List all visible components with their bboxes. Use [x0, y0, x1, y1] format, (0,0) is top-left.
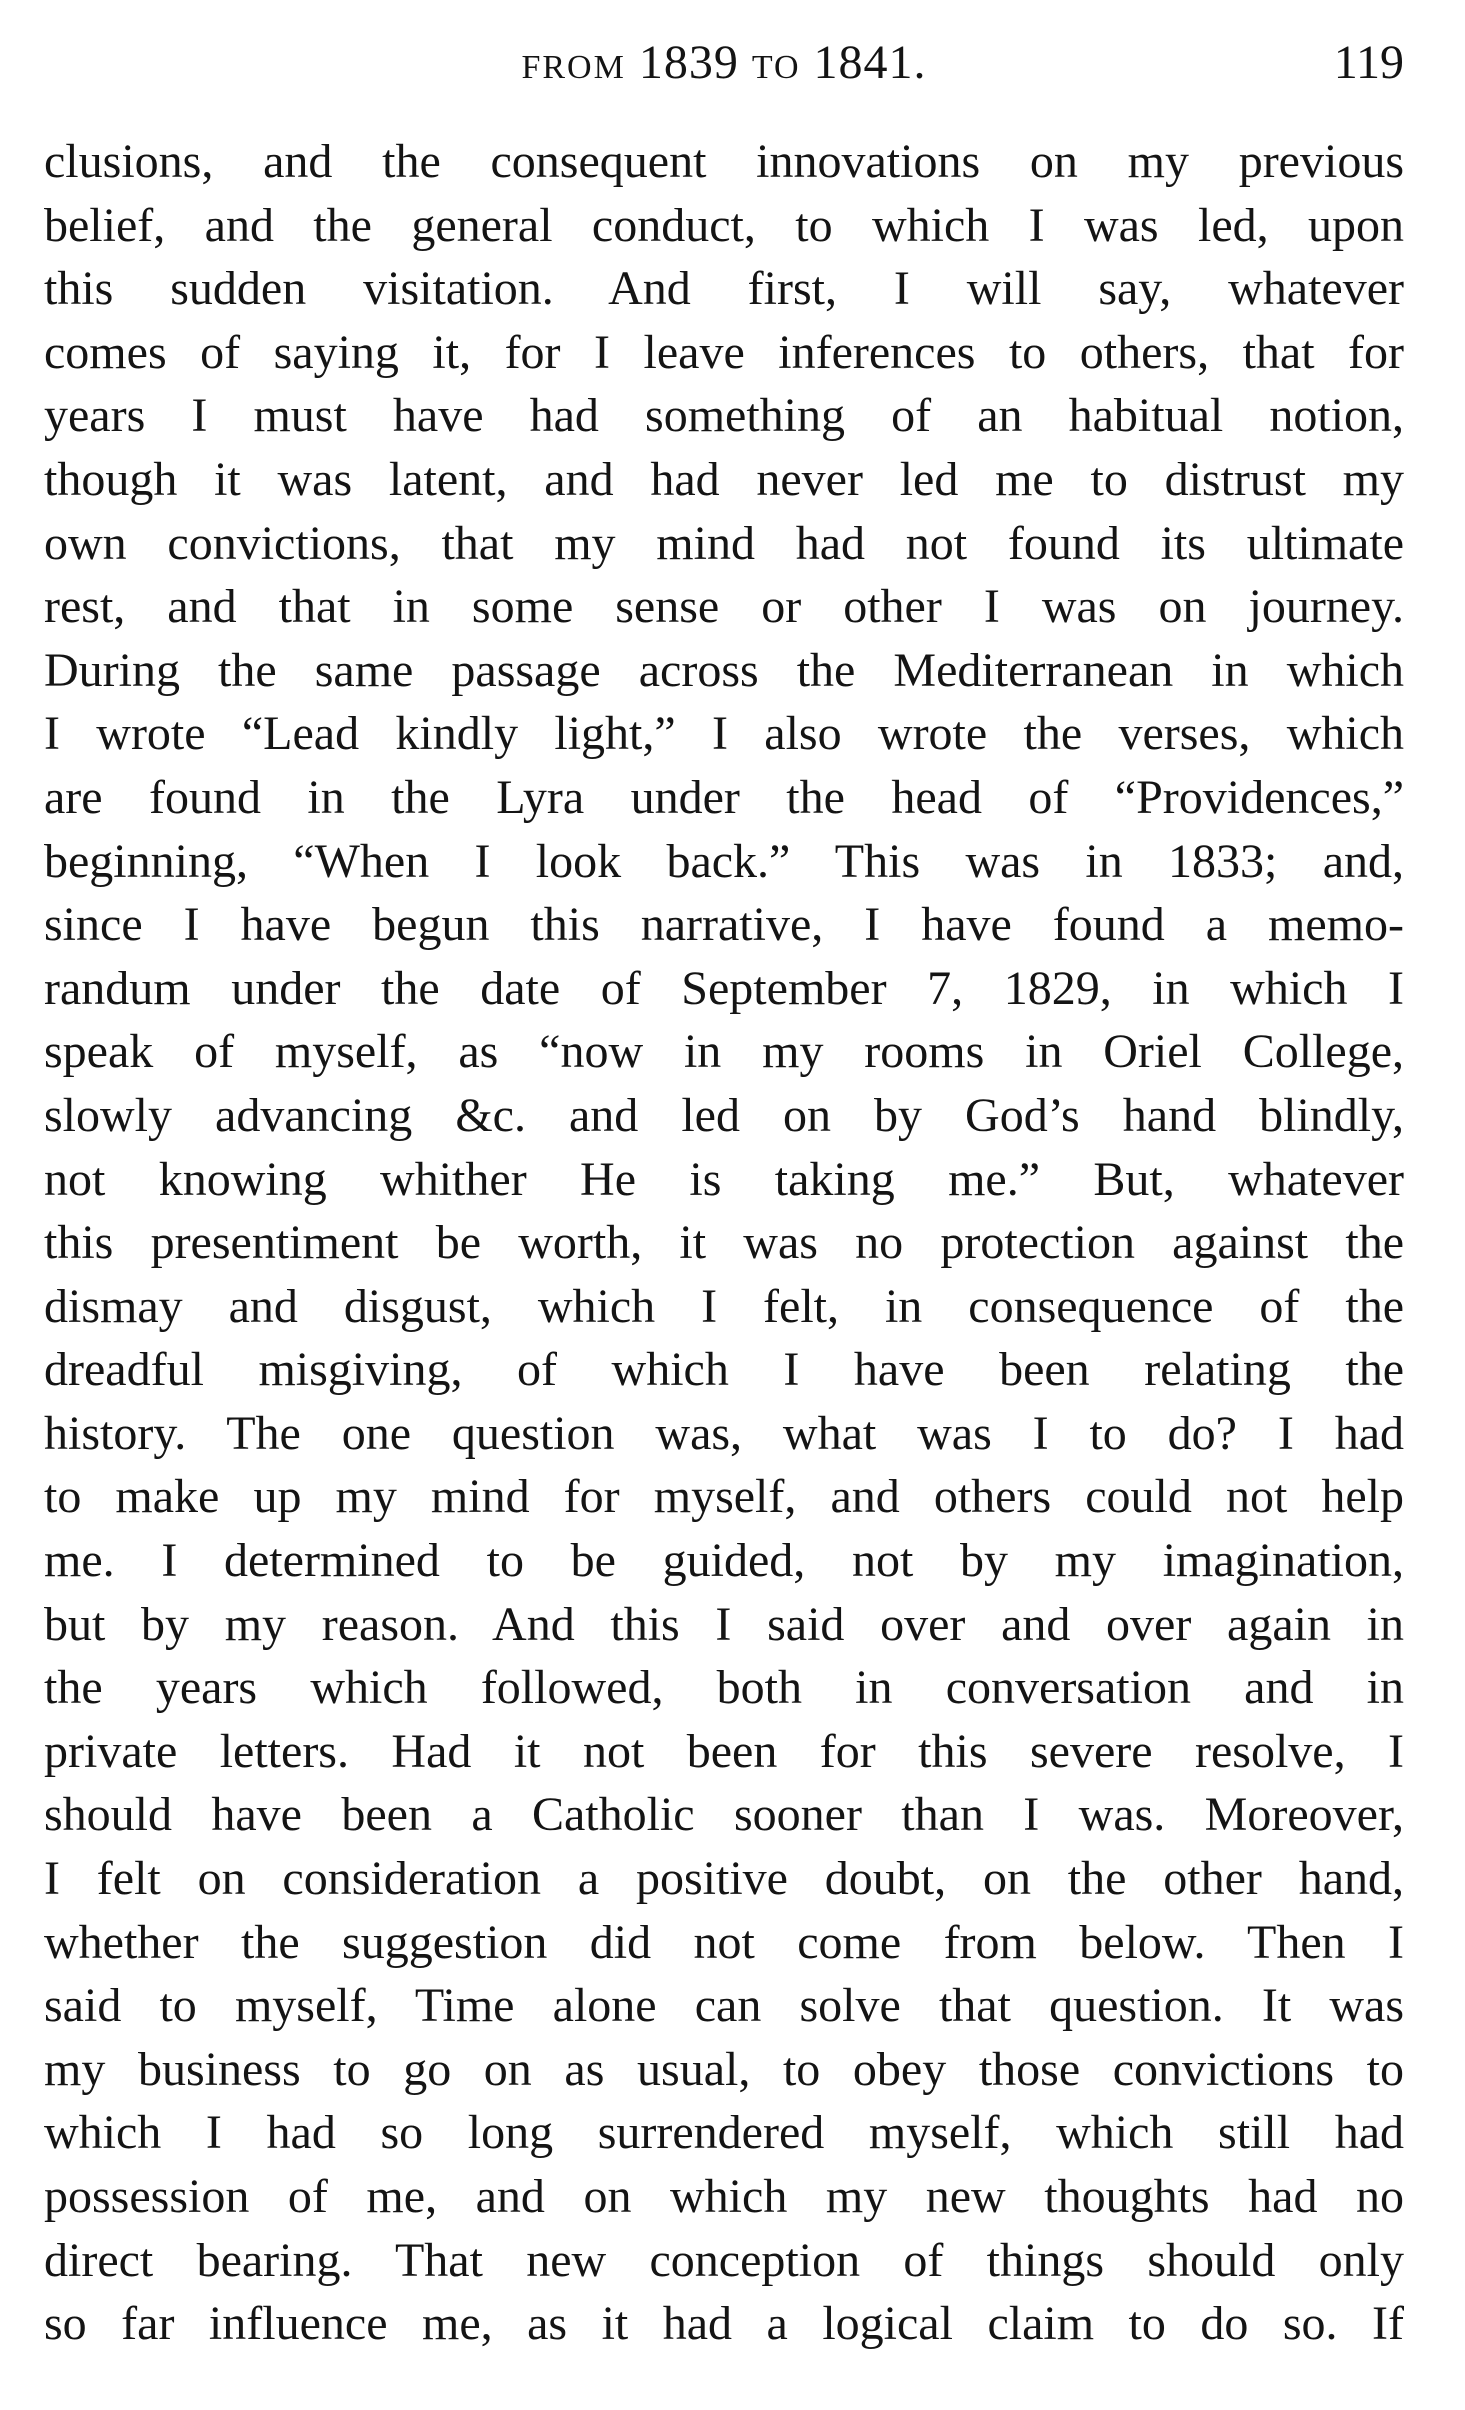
body-text	[44, 130, 1404, 2356]
text-line: me. I determined to be guided, not by my imagination,	[44, 1534, 1404, 1588]
text-line: this presentiment be worth, it was no protection against the	[44, 1216, 1404, 1270]
text-line: own convictions, that my mind had not found its ultimate	[44, 516, 1404, 570]
text-line: direct bearing. That new conception of things should only	[44, 2233, 1404, 2287]
head-year-end: 1841.	[813, 36, 927, 89]
text-line: but by my reason. And this I said over and over again in	[44, 1597, 1404, 1651]
text-line: since I have begun this narrative, I have found a memo-	[44, 898, 1404, 952]
head-to: TO	[751, 49, 801, 86]
running-head-title	[44, 28, 1404, 103]
text-line: I wrote “Lead kindly light,” I also wrote the verses, which	[44, 707, 1404, 761]
head-from: FROM	[521, 49, 626, 86]
text-line: should have been a Catholic sooner than I was. Moreover,	[44, 1788, 1404, 1842]
text-line: history. The one question was, what was I to do? I had	[44, 1406, 1404, 1460]
text-line: so far influence me, as it had a logical claim to do so. If	[44, 2297, 1404, 2351]
text-line: possession of me, and on which my new thoughts had no	[44, 2170, 1404, 2223]
text-line: private letters. Had it not been for this severe resolve, I	[44, 1724, 1404, 1778]
text-line: years I must have had something of an habitual notion,	[44, 389, 1404, 443]
text-line: During the same passage across the Mediterranean in which	[44, 643, 1404, 697]
text-line: though it was latent, and had never led me to distrust my	[44, 452, 1404, 506]
text-line: clusions, and the consequent innovations on my previous	[44, 135, 1404, 188]
text-line: to make up my mind for myself, and others could not help	[44, 1470, 1404, 1524]
text-line: said to myself, Time alone can solve that question. It was	[44, 1979, 1404, 2033]
text-line: are found in the Lyra under the head of “Providences,”	[44, 770, 1404, 824]
text-line: which I had so long surrendered myself, which still had	[44, 2106, 1404, 2160]
text-line: comes of saying it, for I leave inferences to others, that for	[44, 325, 1404, 379]
head-year-start: 1839	[638, 36, 739, 89]
text-line: rest, and that in some sense or other I was on journey.	[44, 580, 1404, 634]
text-line: slowly advancing &c. and led on by God’s hand blindly,	[44, 1088, 1404, 1142]
text-line: dreadful misgiving, of which I have been relating the	[44, 1343, 1404, 1397]
text-line: not knowing whither He is taking me.” But, whatever	[44, 1152, 1404, 1206]
text-line: randum under the date of September 7, 1829, in which I	[44, 961, 1404, 1015]
text-line: I felt on consideration a positive doubt, on the other hand,	[44, 1852, 1404, 1906]
text-line: speak of myself, as “now in my rooms in Oriel College,	[44, 1025, 1404, 1079]
text-line: my business to go on as usual, to obey those convictions to	[44, 2042, 1404, 2096]
text-line: dismay and disgust, which I felt, in consequence of the	[44, 1279, 1404, 1333]
text-line: beginning, “When I look back.” This was in 1833; and,	[44, 834, 1404, 888]
text-line: belief, and the general conduct, to which I was led, upon	[44, 198, 1404, 252]
text-line: whether the suggestion did not come from below. Then I	[44, 1915, 1404, 1969]
text-line: this sudden visitation. And first, I will say, whatever	[44, 262, 1404, 316]
running-head	[44, 28, 1404, 98]
page-number: 119	[1333, 36, 1404, 89]
text-line: the years which followed, both in conversation and in	[44, 1661, 1404, 1715]
